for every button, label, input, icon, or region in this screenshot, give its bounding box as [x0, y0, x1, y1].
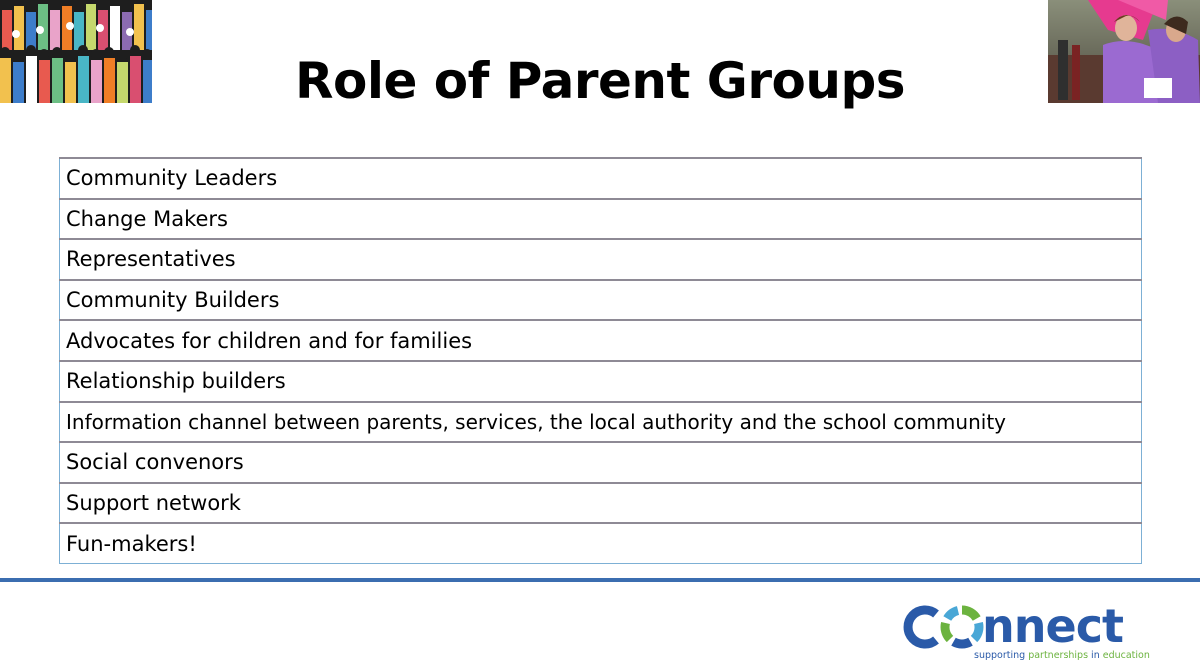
footer-divider	[0, 578, 1200, 582]
role-cell: Representatives	[60, 239, 1142, 280]
role-cell: Community Leaders	[60, 158, 1142, 199]
table-row	[60, 280, 1142, 321]
slide-title: Role of Parent Groups	[294, 52, 906, 110]
logo-word-tail: nnect	[982, 599, 1123, 653]
role-cell: Community Builders	[60, 280, 1142, 321]
connect-logo-image	[898, 592, 1150, 662]
role-cell: Relationship builders	[60, 361, 1142, 402]
table-row	[60, 483, 1142, 524]
table-row	[60, 402, 1142, 443]
role-cell: Fun-makers!	[60, 523, 1142, 563]
table-row	[60, 523, 1142, 563]
table-row	[60, 361, 1142, 402]
role-cell: Support network	[60, 483, 1142, 524]
table-row	[60, 320, 1142, 361]
role-cell: Social convenors	[60, 442, 1142, 483]
logo-tagline: supporting partnerships in education	[974, 650, 1150, 661]
role-cell: Information channel between parents, services, the local authority and the school community	[60, 402, 1142, 443]
table-row	[60, 199, 1142, 240]
table-row	[60, 239, 1142, 280]
table-row	[60, 442, 1142, 483]
table-row	[60, 158, 1142, 199]
connect-logo	[898, 592, 1150, 662]
roles-table	[59, 157, 1142, 564]
role-cell: Advocates for children and for families	[60, 320, 1142, 361]
role-cell: Change Makers	[60, 199, 1142, 240]
